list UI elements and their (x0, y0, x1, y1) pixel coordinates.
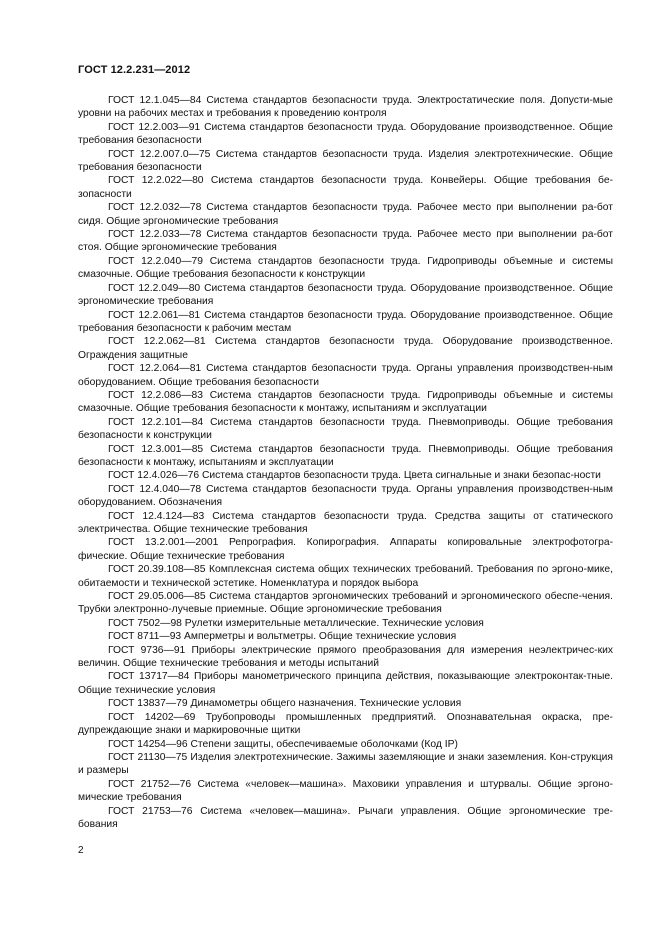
reference-entry: ГОСТ 21130—75 Изделия электротехнические. Зажимы заземляющие и знаки заземления. Кон-струкция и размеры (78, 751, 613, 777)
reference-entry: ГОСТ 12.2.086—83 Система стандартов безопасности труда. Гидроприводы объемные и системы смазочные. Общие требования безопасности к монтажу, испытаниям и эксплуатации (78, 389, 613, 415)
reference-entry: ГОСТ 13.2.001—2001 Репрография. Копирография. Аппараты копировальные электрофотогра-фические. Общие технические требования (78, 537, 613, 562)
reference-entry: ГОСТ 21752—76 Система «человек—машина». Маховики управления и штурвалы. Общие эргоно-мические требования (78, 778, 613, 804)
reference-entry: ГОСТ 12.3.001—85 Система стандартов безопасности труда. Пневмоприводы. Общие требования безопасности к монтажу, испытаниям и эксплуатации (78, 443, 613, 468)
reference-entry: ГОСТ 12.2.022—80 Система стандартов безопасности труда. Конвейеры. Общие требования бе-зопасности (78, 175, 613, 200)
reference-entry: ГОСТ 12.4.124—83 Система стандартов безопасности труда. Средства защиты от статического электричества. Общие технические требования (78, 510, 613, 535)
reference-entry: ГОСТ 29.05.006—85 Система стандартов эргономических требований и эргономического обеспе-чения. Трубки электронно-лучевые приемные. Общие эргономические требования (78, 591, 613, 616)
reference-entry: ГОСТ 12.2.040—79 Система стандартов безопасности труда. Гидроприводы объемные и системы смазочные. Общие требования безопасности к конструкции (78, 255, 613, 281)
reference-entry: ГОСТ 14202—69 Трубопроводы промышленных предприятий. Опознавательная окраска, пре-дупреждающие знаки и маркировочные щитки (78, 711, 613, 737)
reference-entry: ГОСТ 12.2.101—84 Система стандартов безопасности труда. Пневмоприводы. Общие требования безопасности к конструкции (78, 416, 613, 442)
reference-entry: ГОСТ 13837—79 Динамометры общего назначения. Технические условия (108, 698, 462, 710)
reference-entry: ГОСТ 12.2.032—78 Система стандартов безопасности труда. Рабочее место при выполнении ра-бот сидя. Общие эргономические требования (78, 202, 613, 227)
reference-entry: ГОСТ 12.2.061—81 Система стандартов безопасности труда. Оборудование производственное. Общие требования безопасности к рабочим местам (78, 309, 613, 334)
reference-entry: ГОСТ 13717—84 Приборы манометрического принципа действия, показывающие электроконтак-тные. Общие технические условия (78, 671, 613, 696)
reference-entry: ГОСТ 20.39.108—85 Комплексная система общих технических требований. Требования по эргоно-мике, обитаемости и технической эстетике. Номенклатура и порядок выбора (78, 564, 613, 589)
reference-entry: ГОСТ 12.2.062—81 Система стандартов безопасности труда. Оборудование производственное. Ограждения защитные (78, 336, 613, 361)
reference-entry: ГОСТ 12.2.007.0—75 Система стандартов безопасности труда. Изделия электротехнические. Общие требования безопасности (78, 148, 613, 174)
reference-entry: ГОСТ 7502—98 Рулетки измерительные металлические. Технические условия (108, 617, 484, 629)
reference-entry: ГОСТ 8711—93 Амперметры и вольтметры. Общие технические условия (108, 631, 457, 643)
reference-entry: ГОСТ 12.2.033—78 Система стандартов безопасности труда. Рабочее место при выполнении ра-бот стоя. Общие эргономические требования (78, 229, 613, 254)
reference-entry: ГОСТ 12.2.064—81 Система стандартов безопасности труда. Органы управления производствен-ным оборудованием. Общие требования безопасности (78, 363, 613, 388)
document-header: ГОСТ 12.2.231—2012 (78, 64, 191, 76)
reference-entry: ГОСТ 12.4.026—76 Система стандартов безопасности труда. Цвета сигнальные и знаки безопас-ности (108, 470, 601, 482)
reference-entry: ГОСТ 12.4.040—78 Система стандартов безопасности труда. Органы управления производствен-ным оборудованием. Обозначения (78, 483, 613, 509)
reference-entry: ГОСТ 12.2.003—91 Система стандартов безопасности труда. Оборудование производственное. Общие требования безопасности (78, 121, 613, 147)
page-number: 2 (78, 845, 84, 856)
reference-entry: ГОСТ 12.1.045—84 Система стандартов безопасности труда. Электростатические поля. Допусти-мые уровни на рабочих местах и требования к проведению контроля (78, 95, 613, 120)
reference-entry: ГОСТ 12.2.049—80 Система стандартов безопасности труда. Оборудование производственное. Общие эргономические требования (78, 282, 613, 308)
reference-entry: ГОСТ 9736—91 Приборы электрические прямого преобразования для измерения неэлектричес-ких величин. Общие технические требования и методы испытаний (78, 644, 613, 670)
reference-entry: ГОСТ 21753—76 Система «человек—машина». Рычаги управления. Общие эргономические тре-бования (78, 805, 613, 830)
reference-entry: ГОСТ 14254—96 Степени защиты, обеспечиваемые оболочками (Код IP) (108, 738, 458, 750)
reference-list (78, 94, 613, 831)
